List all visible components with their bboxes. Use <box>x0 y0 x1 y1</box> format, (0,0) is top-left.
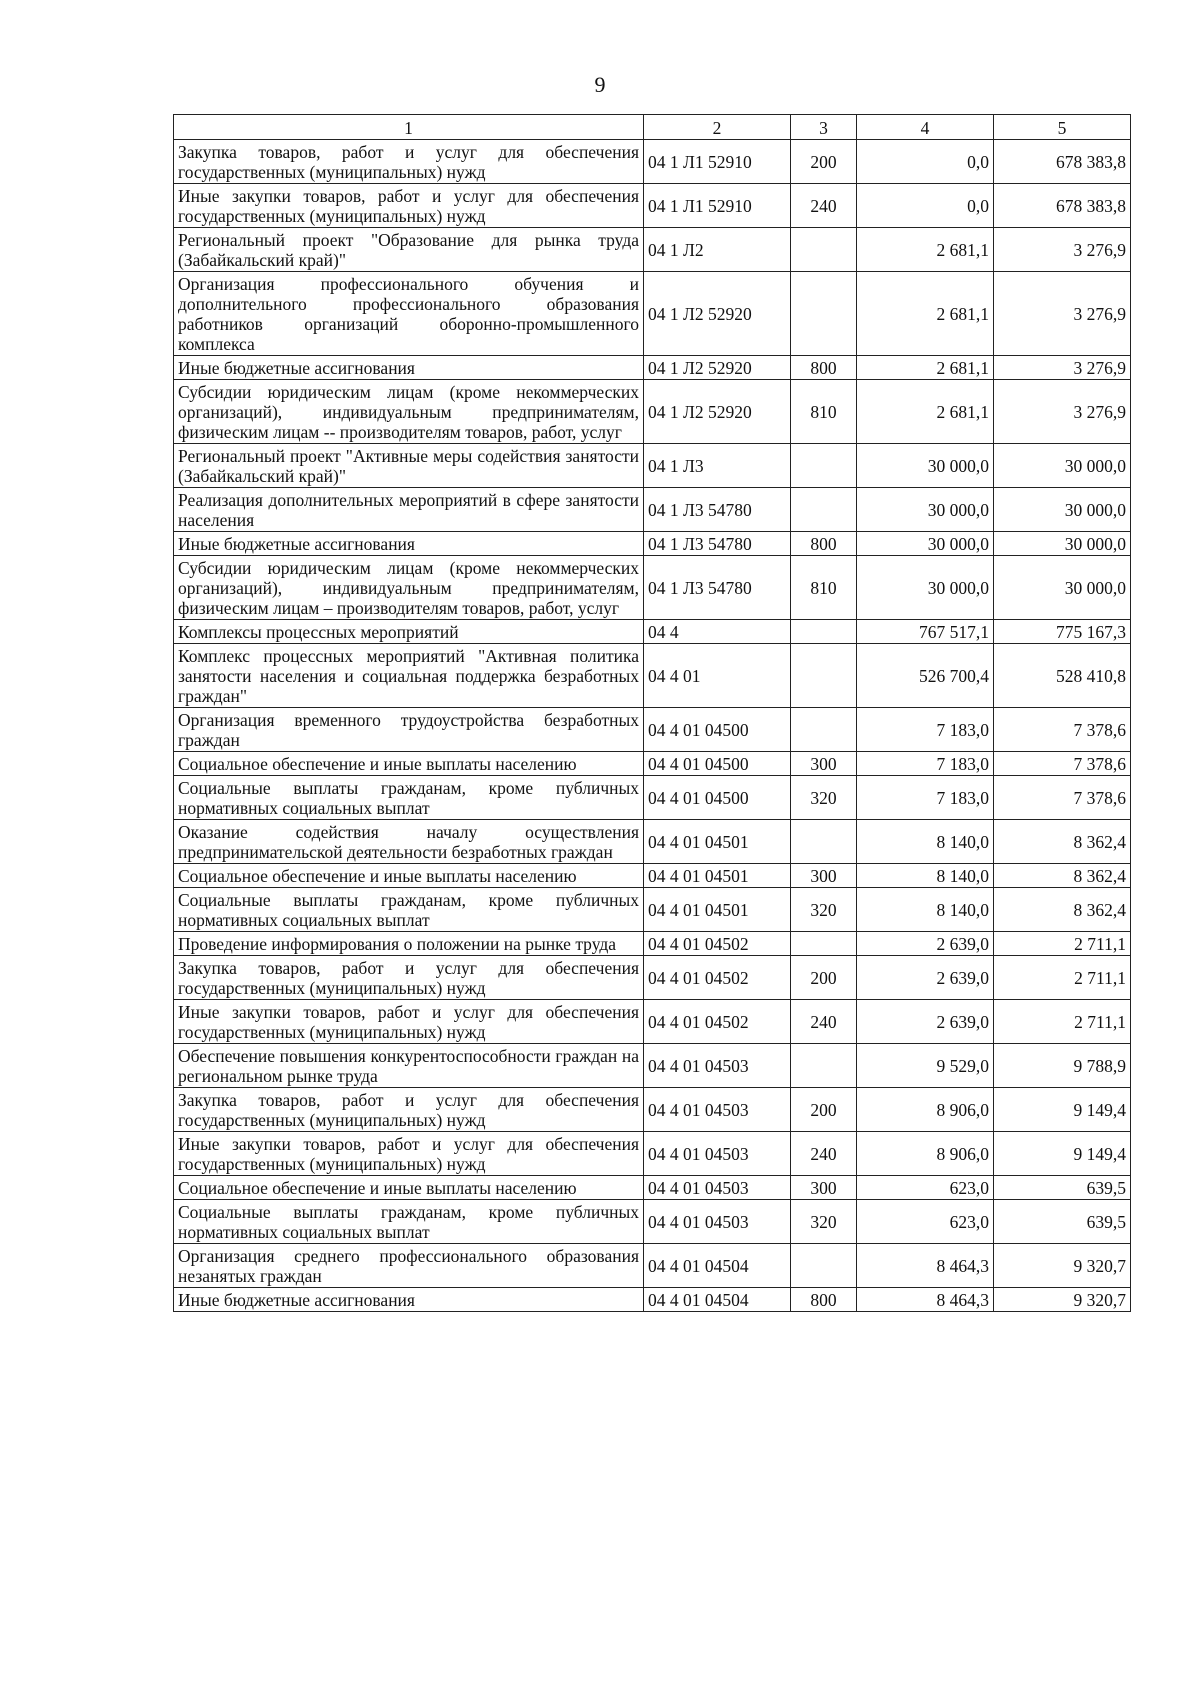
row-name: Социальные выплаты гражданам, кроме публичных нормативных социальных выплат <box>174 888 644 932</box>
row-value-col5: 8 362,4 <box>994 864 1131 888</box>
row-name: Региональный проект "Образование для рынка труда (Забайкальский край)" <box>174 228 644 272</box>
row-expense-type: 810 <box>791 380 857 444</box>
row-value-col5: 30 000,0 <box>994 488 1131 532</box>
row-value-col4: 8 140,0 <box>857 888 994 932</box>
row-expense-type: 320 <box>791 1200 857 1244</box>
row-value-col5: 528 410,8 <box>994 644 1131 708</box>
row-value-col5: 775 167,3 <box>994 620 1131 644</box>
row-value-col4: 526 700,4 <box>857 644 994 708</box>
row-name: Иные бюджетные ассигнования <box>174 356 644 380</box>
row-code: 04 4 01 04503 <box>644 1044 791 1088</box>
row-value-col5: 9 788,9 <box>994 1044 1131 1088</box>
table-row <box>174 776 1131 820</box>
row-name: Иные бюджетные ассигнования <box>174 532 644 556</box>
row-expense-type <box>791 488 857 532</box>
table-row <box>174 932 1131 956</box>
row-expense-type <box>791 1044 857 1088</box>
table-row <box>174 1088 1131 1132</box>
row-name: Организация профессионального обучения и дополнительного профессионального образования работников организаций оборонно-промышленного комплекса <box>174 272 644 356</box>
row-expense-type: 240 <box>791 1000 857 1044</box>
row-code: 04 4 01 04501 <box>644 888 791 932</box>
row-code: 04 4 01 04500 <box>644 752 791 776</box>
row-code: 04 1 Л1 52910 <box>644 140 791 184</box>
row-value-col5: 2 711,1 <box>994 956 1131 1000</box>
row-value-col4: 8 906,0 <box>857 1088 994 1132</box>
row-name: Закупка товаров, работ и услуг для обеспечения государственных (муниципальных) нужд <box>174 140 644 184</box>
row-value-col5: 639,5 <box>994 1200 1131 1244</box>
row-expense-type: 240 <box>791 1132 857 1176</box>
row-value-col4: 8 464,3 <box>857 1244 994 1288</box>
row-value-col5: 678 383,8 <box>994 140 1131 184</box>
row-name: Субсидии юридическим лицам (кроме некоммерческих организаций), индивидуальным предпринимателям, физическим лицам -- производителям товаров, работ, услуг <box>174 380 644 444</box>
header-col-1: 1 <box>174 115 644 140</box>
row-code: 04 4 01 04500 <box>644 708 791 752</box>
row-name: Комплексы процессных мероприятий <box>174 620 644 644</box>
row-expense-type: 200 <box>791 1088 857 1132</box>
row-value-col4: 2 681,1 <box>857 380 994 444</box>
row-expense-type <box>791 932 857 956</box>
row-value-col4: 8 140,0 <box>857 864 994 888</box>
table-row <box>174 1132 1131 1176</box>
row-expense-type: 300 <box>791 864 857 888</box>
row-code: 04 4 01 04502 <box>644 1000 791 1044</box>
row-name: Региональный проект "Активные меры содействия занятости (Забайкальский край)" <box>174 444 644 488</box>
row-expense-type: 320 <box>791 888 857 932</box>
row-name: Закупка товаров, работ и услуг для обеспечения государственных (муниципальных) нужд <box>174 956 644 1000</box>
row-name: Оказание содействия началу осуществления предпринимательской деятельности безработных граждан <box>174 820 644 864</box>
table-row <box>174 620 1131 644</box>
row-code: 04 1 Л3 <box>644 444 791 488</box>
row-value-col5: 8 362,4 <box>994 888 1131 932</box>
table-row <box>174 644 1131 708</box>
row-code: 04 4 01 04503 <box>644 1176 791 1200</box>
table-row <box>174 820 1131 864</box>
table-row <box>174 356 1131 380</box>
row-value-col4: 2 681,1 <box>857 228 994 272</box>
row-value-col4: 30 000,0 <box>857 556 994 620</box>
row-name: Реализация дополнительных мероприятий в сфере занятости населения <box>174 488 644 532</box>
table-row <box>174 752 1131 776</box>
row-value-col5: 3 276,9 <box>994 228 1131 272</box>
header-col-2: 2 <box>644 115 791 140</box>
row-code: 04 1 Л3 54780 <box>644 532 791 556</box>
row-expense-type: 800 <box>791 1288 857 1312</box>
row-value-col4: 623,0 <box>857 1176 994 1200</box>
table-row <box>174 272 1131 356</box>
row-name: Иные закупки товаров, работ и услуг для обеспечения государственных (муниципальных) нужд <box>174 1000 644 1044</box>
row-code: 04 1 Л2 52920 <box>644 380 791 444</box>
row-expense-type <box>791 708 857 752</box>
row-expense-type: 320 <box>791 776 857 820</box>
row-code: 04 1 Л3 54780 <box>644 488 791 532</box>
row-value-col4: 767 517,1 <box>857 620 994 644</box>
row-name: Организация временного трудоустройства безработных граждан <box>174 708 644 752</box>
row-value-col4: 7 183,0 <box>857 776 994 820</box>
row-name: Субсидии юридическим лицам (кроме некоммерческих организаций), индивидуальным предпринимателям, физическим лицам – производителям товаров, работ, услуг <box>174 556 644 620</box>
table-row <box>174 1044 1131 1088</box>
table-body <box>174 140 1131 1312</box>
row-expense-type: 200 <box>791 140 857 184</box>
table-row <box>174 864 1131 888</box>
row-code: 04 1 Л1 52910 <box>644 184 791 228</box>
row-value-col4: 8 906,0 <box>857 1132 994 1176</box>
row-value-col5: 639,5 <box>994 1176 1131 1200</box>
table-row <box>174 488 1131 532</box>
row-value-col5: 30 000,0 <box>994 556 1131 620</box>
row-code: 04 4 01 <box>644 644 791 708</box>
row-expense-type <box>791 620 857 644</box>
row-code: 04 4 01 04503 <box>644 1132 791 1176</box>
header-col-3: 3 <box>791 115 857 140</box>
row-code: 04 1 Л2 <box>644 228 791 272</box>
row-value-col4: 2 681,1 <box>857 356 994 380</box>
row-code: 04 1 Л2 52920 <box>644 356 791 380</box>
row-name: Иные закупки товаров, работ и услуг для обеспечения государственных (муниципальных) нужд <box>174 184 644 228</box>
table-row <box>174 556 1131 620</box>
row-value-col5: 7 378,6 <box>994 776 1131 820</box>
table-row <box>174 1176 1131 1200</box>
table-row <box>174 228 1131 272</box>
row-expense-type: 810 <box>791 556 857 620</box>
row-value-col4: 8 140,0 <box>857 820 994 864</box>
row-name: Проведение информирования о положении на рынке труда <box>174 932 644 956</box>
row-name: Организация среднего профессионального образования незанятых граждан <box>174 1244 644 1288</box>
row-value-col4: 2 681,1 <box>857 272 994 356</box>
row-expense-type: 800 <box>791 356 857 380</box>
row-value-col5: 30 000,0 <box>994 532 1131 556</box>
row-value-col5: 678 383,8 <box>994 184 1131 228</box>
row-name: Обеспечение повышения конкурентоспособности граждан на региональном рынке труда <box>174 1044 644 1088</box>
row-value-col5: 3 276,9 <box>994 356 1131 380</box>
row-name: Иные закупки товаров, работ и услуг для обеспечения государственных (муниципальных) нужд <box>174 1132 644 1176</box>
row-code: 04 4 01 04504 <box>644 1288 791 1312</box>
row-value-col5: 3 276,9 <box>994 380 1131 444</box>
row-expense-type: 800 <box>791 532 857 556</box>
table-row <box>174 444 1131 488</box>
table-row <box>174 532 1131 556</box>
row-code: 04 4 01 04502 <box>644 956 791 1000</box>
row-value-col5: 8 362,4 <box>994 820 1131 864</box>
table-row <box>174 1200 1131 1244</box>
row-expense-type <box>791 1244 857 1288</box>
row-value-col4: 30 000,0 <box>857 444 994 488</box>
row-name: Социальное обеспечение и иные выплаты населению <box>174 864 644 888</box>
row-value-col5: 9 320,7 <box>994 1244 1131 1288</box>
header-col-4: 4 <box>857 115 994 140</box>
row-name: Социальное обеспечение и иные выплаты населению <box>174 1176 644 1200</box>
page-number: 9 <box>594 72 606 97</box>
row-code: 04 4 01 04501 <box>644 820 791 864</box>
row-code: 04 1 Л3 54780 <box>644 556 791 620</box>
row-value-col5: 2 711,1 <box>994 1000 1131 1044</box>
row-value-col5: 30 000,0 <box>994 444 1131 488</box>
table-row <box>174 956 1131 1000</box>
row-value-col5: 9 149,4 <box>994 1088 1131 1132</box>
row-value-col4: 2 639,0 <box>857 1000 994 1044</box>
row-code: 04 4 <box>644 620 791 644</box>
row-value-col5: 3 276,9 <box>994 272 1131 356</box>
row-value-col4: 2 639,0 <box>857 932 994 956</box>
row-expense-type <box>791 820 857 864</box>
row-code: 04 4 01 04500 <box>644 776 791 820</box>
row-code: 04 4 01 04504 <box>644 1244 791 1288</box>
row-code: 04 4 01 04501 <box>644 864 791 888</box>
row-value-col4: 30 000,0 <box>857 488 994 532</box>
row-value-col5: 9 149,4 <box>994 1132 1131 1176</box>
row-expense-type <box>791 272 857 356</box>
row-value-col4: 30 000,0 <box>857 532 994 556</box>
row-expense-type: 200 <box>791 956 857 1000</box>
table-row <box>174 888 1131 932</box>
header-row <box>174 115 1131 140</box>
row-name: Социальные выплаты гражданам, кроме публичных нормативных социальных выплат <box>174 776 644 820</box>
row-value-col4: 7 183,0 <box>857 752 994 776</box>
row-value-col5: 7 378,6 <box>994 708 1131 752</box>
row-code: 04 4 01 04503 <box>644 1200 791 1244</box>
row-expense-type <box>791 228 857 272</box>
header-col-5: 5 <box>994 115 1131 140</box>
table-row <box>174 1000 1131 1044</box>
row-expense-type: 300 <box>791 752 857 776</box>
row-value-col4: 2 639,0 <box>857 956 994 1000</box>
row-code: 04 1 Л2 52920 <box>644 272 791 356</box>
row-expense-type: 300 <box>791 1176 857 1200</box>
row-code: 04 4 01 04502 <box>644 932 791 956</box>
table-row <box>174 184 1131 228</box>
row-expense-type: 240 <box>791 184 857 228</box>
row-value-col5: 7 378,6 <box>994 752 1131 776</box>
row-value-col4: 0,0 <box>857 184 994 228</box>
row-name: Закупка товаров, работ и услуг для обеспечения государственных (муниципальных) нужд <box>174 1088 644 1132</box>
row-name: Социальное обеспечение и иные выплаты населению <box>174 752 644 776</box>
table-row <box>174 708 1131 752</box>
row-code: 04 4 01 04503 <box>644 1088 791 1132</box>
table-row <box>174 380 1131 444</box>
row-name: Иные бюджетные ассигнования <box>174 1288 644 1312</box>
row-value-col5: 9 320,7 <box>994 1288 1131 1312</box>
budget-table <box>173 114 1131 1312</box>
row-name: Социальные выплаты гражданам, кроме публичных нормативных социальных выплат <box>174 1200 644 1244</box>
table-row <box>174 140 1131 184</box>
row-value-col4: 9 529,0 <box>857 1044 994 1088</box>
row-value-col4: 0,0 <box>857 140 994 184</box>
row-expense-type <box>791 644 857 708</box>
row-expense-type <box>791 444 857 488</box>
row-name: Комплекс процессных мероприятий "Активная политика занятости населения и социальная поддержка безработных граждан" <box>174 644 644 708</box>
row-value-col4: 8 464,3 <box>857 1288 994 1312</box>
row-value-col5: 2 711,1 <box>994 932 1131 956</box>
table-row <box>174 1244 1131 1288</box>
row-value-col4: 623,0 <box>857 1200 994 1244</box>
table-row <box>174 1288 1131 1312</box>
row-value-col4: 7 183,0 <box>857 708 994 752</box>
